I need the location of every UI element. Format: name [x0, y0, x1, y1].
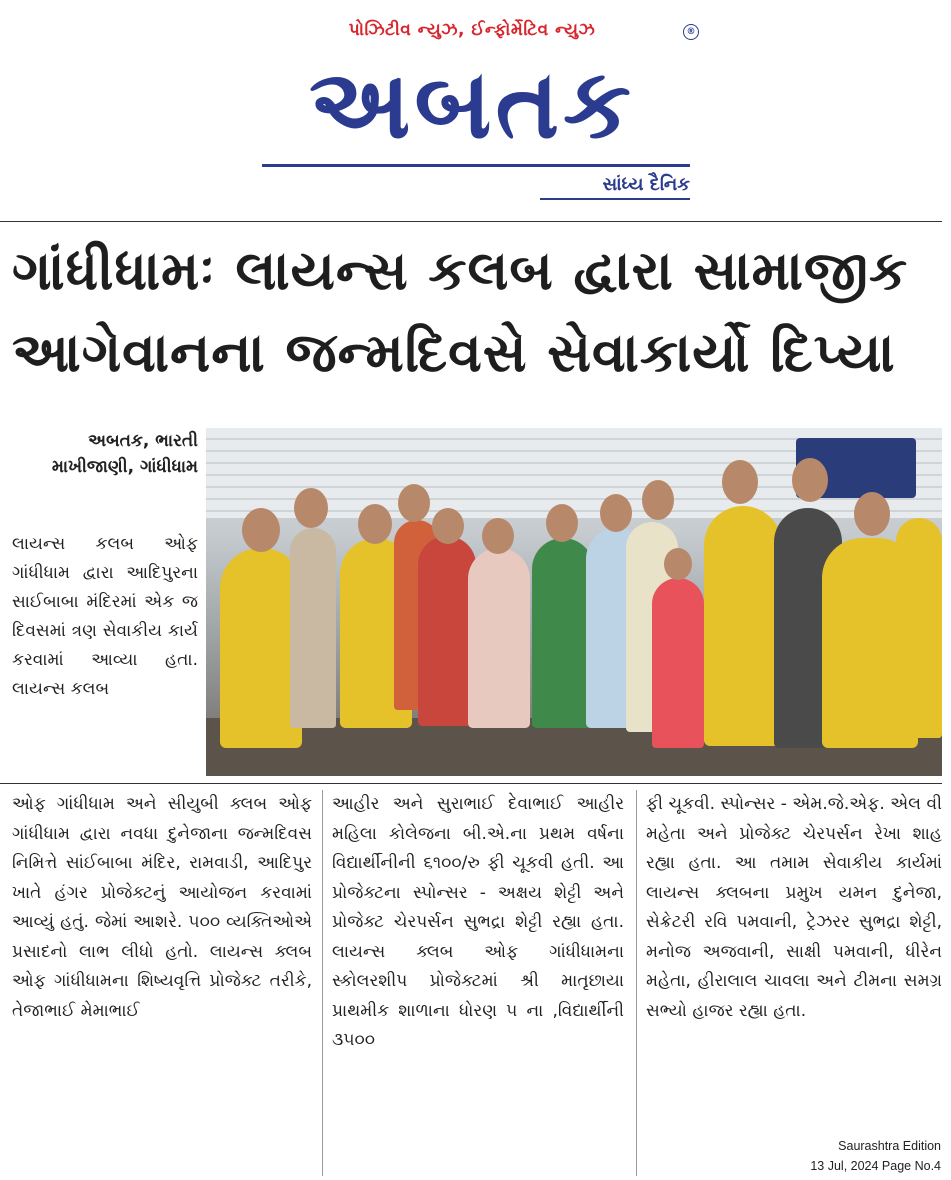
- photo-person-head: [358, 504, 392, 544]
- column-divider: [322, 790, 323, 1176]
- headline-line-2: આગેવાનના જન્મદિવસે સેવાકાર્યો દિપ્યા: [12, 321, 896, 384]
- photo-person-head: [792, 458, 828, 502]
- date-page-label: 13 Jul, 2024 Page No.4: [810, 1159, 941, 1173]
- logo-underline: [262, 164, 690, 167]
- photo-person-head: [722, 460, 758, 504]
- photo-person-head: [664, 548, 692, 580]
- photo-person: [896, 518, 942, 738]
- photo-person: [290, 528, 336, 728]
- article-intro: લાયન્સ કલબ ઓફ ગાંધીધામ દ્વારા આદિપુરના સાઈબાબા મંદિરમાં એક જ દિવસમાં ત્રણ સેવાકીય કાર્ય કરવામાં આવ્યા હતા. લાયન્સ કલબ: [12, 534, 198, 699]
- page-footer: [721, 1136, 941, 1176]
- photo-person-head: [546, 504, 578, 542]
- photo-person-head: [482, 518, 514, 554]
- photo-person-head: [854, 492, 890, 536]
- headline-line-1: ગાંધીધામઃ લાયન્સ કલબ દ્વારા સામાજીક: [12, 239, 909, 302]
- article-column-3: ફી ચૂકવી. સ્પોન્સર - એમ.જે.એફ. એલ વી મહેતા અને પ્રોજેક્ટ ચેરપર્સન રેખા શાહ રહ્યા હતા. આ તમામ સેવાકીય કાર્યમાં લાયન્સ ક્લબના પ્રમુખ યમન દુનેજા, સેક્રેટરી રવિ પમવાની, ટ્રેઝરર સુભદ્રા શેટ્ટી, મનોજ અજવાની, સાક્ષી પમવાની, ધીરેન મહેતા, હીરાલાલ ચાવલા અને ટીમના સમગ્ર સભ્યો હાજર રહ્યા હતા.: [646, 794, 942, 1021]
- edition-label: Saurashtra Edition: [838, 1139, 941, 1153]
- event-photo: [206, 428, 942, 776]
- subtitle-underline: [540, 198, 690, 200]
- headline: [12, 230, 942, 394]
- photo-person: [532, 538, 594, 728]
- photo-person-head: [600, 494, 632, 532]
- photo-person: [652, 578, 704, 748]
- masthead-subtitle: સાંધ્ય દૈનિક: [602, 174, 690, 195]
- columns-top-divider: [0, 783, 942, 784]
- photo-person-head: [242, 508, 280, 552]
- photo-person-head: [294, 488, 328, 528]
- registered-mark: ®: [683, 24, 699, 40]
- byline: અબતક, ભારતી માખીજાણી, ગાંધીધામ: [51, 431, 198, 477]
- photo-person-head: [642, 480, 674, 520]
- photo-person: [468, 548, 530, 728]
- article-column-1: ઓફ ગાંધીધામ અને સીયુબી ક્લબ ઓફ ગાંધીધામ દ્વારા નવધા દુનેજાના જન્મદિવસ નિમિત્તે સાંઈબાબા મંદિર, રામવાડી, આદિપુર ખાતે હંગર પ્રોજેક્ટનું આયોજન કરવામાં આવ્યું હતું. જેમાં આશરે. ૫૦૦ વ્યક્તિઓએ પ્રસાદનો લાભ લીધો હતો. લાયન્સ ક્લબ ઓફ ગાંધીધામના શિષ્યવૃત્તિ પ્રોજેક્ટ તરીકે, તેજાભાઈ મેમાભાઈ: [12, 794, 312, 1021]
- article-column-2: આહીર અને સુરાભાઈ દેવાભાઈ આહીર મહિલા કોલેજના બી.એ.ના પ્રથમ વર્ષના વિદ્યાર્થીનીની ૬૧૦૦/રુ ફી ચૂકવી હતી. આ પ્રોજેક્ટના સ્પોન્સર - અક્ષય શેટ્ટી અને પ્રોજેક્ટ ચેરપર્સન સુભદ્રા શેટ્ટી રહ્યા હતા. લાયન્સ ક્લબ ઓફ ગાંધીધામના સ્કોલરશીપ પ્રોજેક્ટમાં શ્રી માતૃછાયા પ્રાથમીક શાળાના ધોરણ ૫ ના ,વિદ્યાર્થીની ૩૫૦૦: [332, 794, 624, 1050]
- photo-person-head: [432, 508, 464, 544]
- newspaper-logo: અબતક: [309, 48, 635, 160]
- tagline: પોઝિટીવ ન્યુઝ, ઈન્ફોર્મેટિવ ન્યુઝ: [348, 20, 596, 40]
- masthead: [0, 0, 951, 220]
- photo-person-head: [398, 484, 430, 522]
- column-divider: [636, 790, 637, 1176]
- photo-person: [704, 506, 782, 746]
- top-divider: [0, 221, 942, 222]
